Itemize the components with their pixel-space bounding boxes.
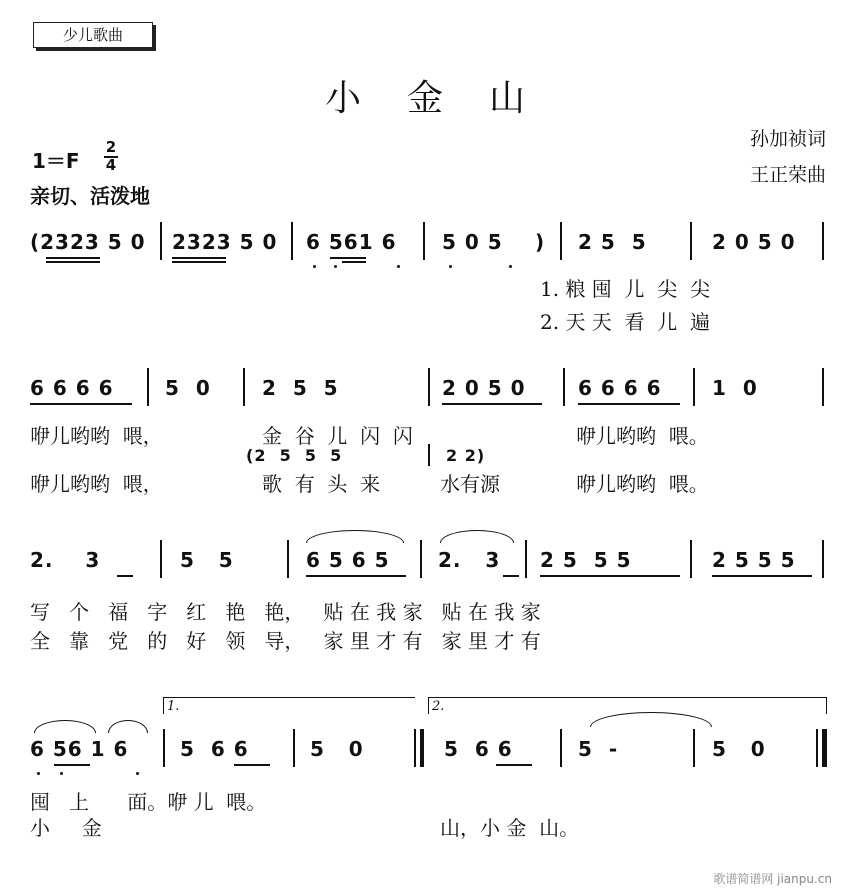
slur: [108, 720, 148, 733]
genre-tag: 少儿歌曲: [33, 22, 153, 48]
beam-line: [442, 403, 542, 405]
slur: [34, 720, 96, 733]
beam-line: [117, 575, 133, 577]
barline: [690, 540, 692, 578]
barline: [560, 222, 562, 260]
barline: [160, 222, 162, 260]
lyric-verse-2: 小 金: [30, 816, 102, 840]
tie: [590, 712, 712, 727]
lyric-verse-2: 咿儿哟哟 喂。: [576, 472, 709, 496]
measure: 5 6 6: [180, 737, 249, 761]
barline: [693, 729, 695, 767]
measure: 2 5 5 5: [540, 548, 632, 572]
measure: 5 0: [310, 737, 364, 761]
measure: 6 6 6 6: [30, 376, 114, 400]
measure: 2 0 5 0: [442, 376, 526, 400]
repeat-barline: [420, 729, 424, 767]
repeat-close-paren: ): [535, 230, 546, 254]
low-octave-dot: [397, 265, 400, 268]
lyric-verse-1: 金 谷 儿 闪 闪: [262, 424, 413, 448]
beam-line: [46, 261, 100, 263]
site-watermark: 歌谱简谱网 jianpu.cn: [713, 872, 832, 886]
low-octave-dot: [313, 265, 316, 268]
barline: [693, 368, 695, 406]
beam-line: [172, 261, 226, 263]
measure: 2 5 5 5: [712, 548, 796, 572]
slur: [440, 530, 514, 543]
measure: 5 0: [712, 737, 766, 761]
lyric-verse-1: 咿儿哟哟 喂。: [576, 424, 709, 448]
barline: [822, 540, 824, 578]
barline: [423, 222, 425, 260]
song-title: 小金山: [324, 78, 571, 119]
lyric-verse-1: 写 个 福 字 红 艳 艳， 贴 在 我 家 贴 在 我 家: [30, 600, 541, 624]
beam-line: [712, 575, 812, 577]
beam-line: [30, 403, 132, 405]
low-octave-dot: [60, 772, 63, 775]
measure: 2. 3: [438, 548, 501, 572]
measure: 2 5 5: [262, 376, 339, 400]
lyric-verse-1: 1. 粮 囤 儿 尖 尖: [540, 277, 710, 301]
barline: [822, 222, 824, 260]
lyric-verse-1: 囤 上 面。咿 儿 喂。: [30, 790, 267, 814]
measure: 6 56 1 6: [30, 737, 129, 761]
measure: 6 6 6 6: [578, 376, 662, 400]
low-octave-dot: [449, 265, 452, 268]
slur: [306, 530, 404, 543]
low-octave-dot: [509, 265, 512, 268]
low-octave-dot: [334, 265, 337, 268]
barline: [428, 368, 430, 406]
lyric-verse-2: 山，小 金 山。: [440, 816, 580, 840]
barline: [560, 729, 562, 767]
low-octave-dot: [136, 772, 139, 775]
volta-ending-1: 1.: [163, 697, 415, 714]
lyric-verse-2: 咿儿哟哟 喂，: [30, 472, 163, 496]
lyric-verse-2: 歌 有 头 来: [262, 472, 381, 496]
measure: 5 0 5: [442, 230, 503, 254]
tempo-marking: 亲切、活泼地: [30, 184, 150, 208]
final-barline: [816, 729, 818, 767]
barline: [525, 540, 527, 578]
barline: [147, 368, 149, 406]
beam-line: [578, 403, 680, 405]
measure: (2323 5 0: [30, 230, 146, 254]
beam-line: [330, 257, 366, 259]
volta-ending-2: 2.: [428, 697, 827, 714]
beam-line: [496, 764, 532, 766]
barline: [160, 540, 162, 578]
low-octave-dot: [37, 772, 40, 775]
barline: [822, 368, 824, 406]
measure: 1 0: [712, 376, 758, 400]
measure: 2. 3: [30, 548, 101, 572]
repeat-barline: [414, 729, 416, 767]
beam-line: [540, 575, 680, 577]
measure: 6 5 6 5: [306, 548, 390, 572]
alt-notes: 2 2): [446, 446, 486, 465]
barline: [563, 368, 565, 406]
measure: 2 0 5 0: [712, 230, 796, 254]
beam-line: [46, 257, 100, 259]
barline: [291, 222, 293, 260]
measure: 6 561 6: [306, 230, 397, 254]
barline: [690, 222, 692, 260]
lyric-verse-2: 水有源: [440, 472, 500, 496]
beam-line: [342, 261, 366, 263]
time-signature: 2 4: [105, 138, 117, 174]
barline: [243, 368, 245, 406]
barline: [428, 444, 430, 466]
beam-line: [503, 575, 519, 577]
key-signature: 1＝F: [32, 149, 80, 173]
lyric-verse-1: 咿儿哟哟 喂，: [30, 424, 163, 448]
final-barline: [822, 729, 827, 767]
measure: 5 6 6: [444, 737, 513, 761]
beam-line: [234, 764, 270, 766]
measure: 5 0: [165, 376, 211, 400]
barline: [163, 729, 165, 767]
measure: 2323 5 0: [172, 230, 278, 254]
barline: [420, 540, 422, 578]
measure: 2 5 5: [578, 230, 647, 254]
beam-line: [54, 764, 90, 766]
measure: 5 5: [180, 548, 234, 572]
barline: [293, 729, 295, 767]
lyric-verse-2: 2. 天 天 看 儿 遍: [540, 310, 710, 334]
composer-credit: 王正荣曲: [749, 164, 826, 186]
barline: [287, 540, 289, 578]
beam-line: [306, 575, 406, 577]
beam-line: [172, 257, 226, 259]
lyricist-credit: 孙加祯词: [749, 128, 826, 150]
measure: 5 -: [578, 737, 619, 761]
lyric-verse-2: 全 靠 党 的 好 领 导， 家 里 才 有 家 里 才 有: [30, 629, 541, 653]
alt-notes: (2 5 5 5: [246, 446, 343, 465]
